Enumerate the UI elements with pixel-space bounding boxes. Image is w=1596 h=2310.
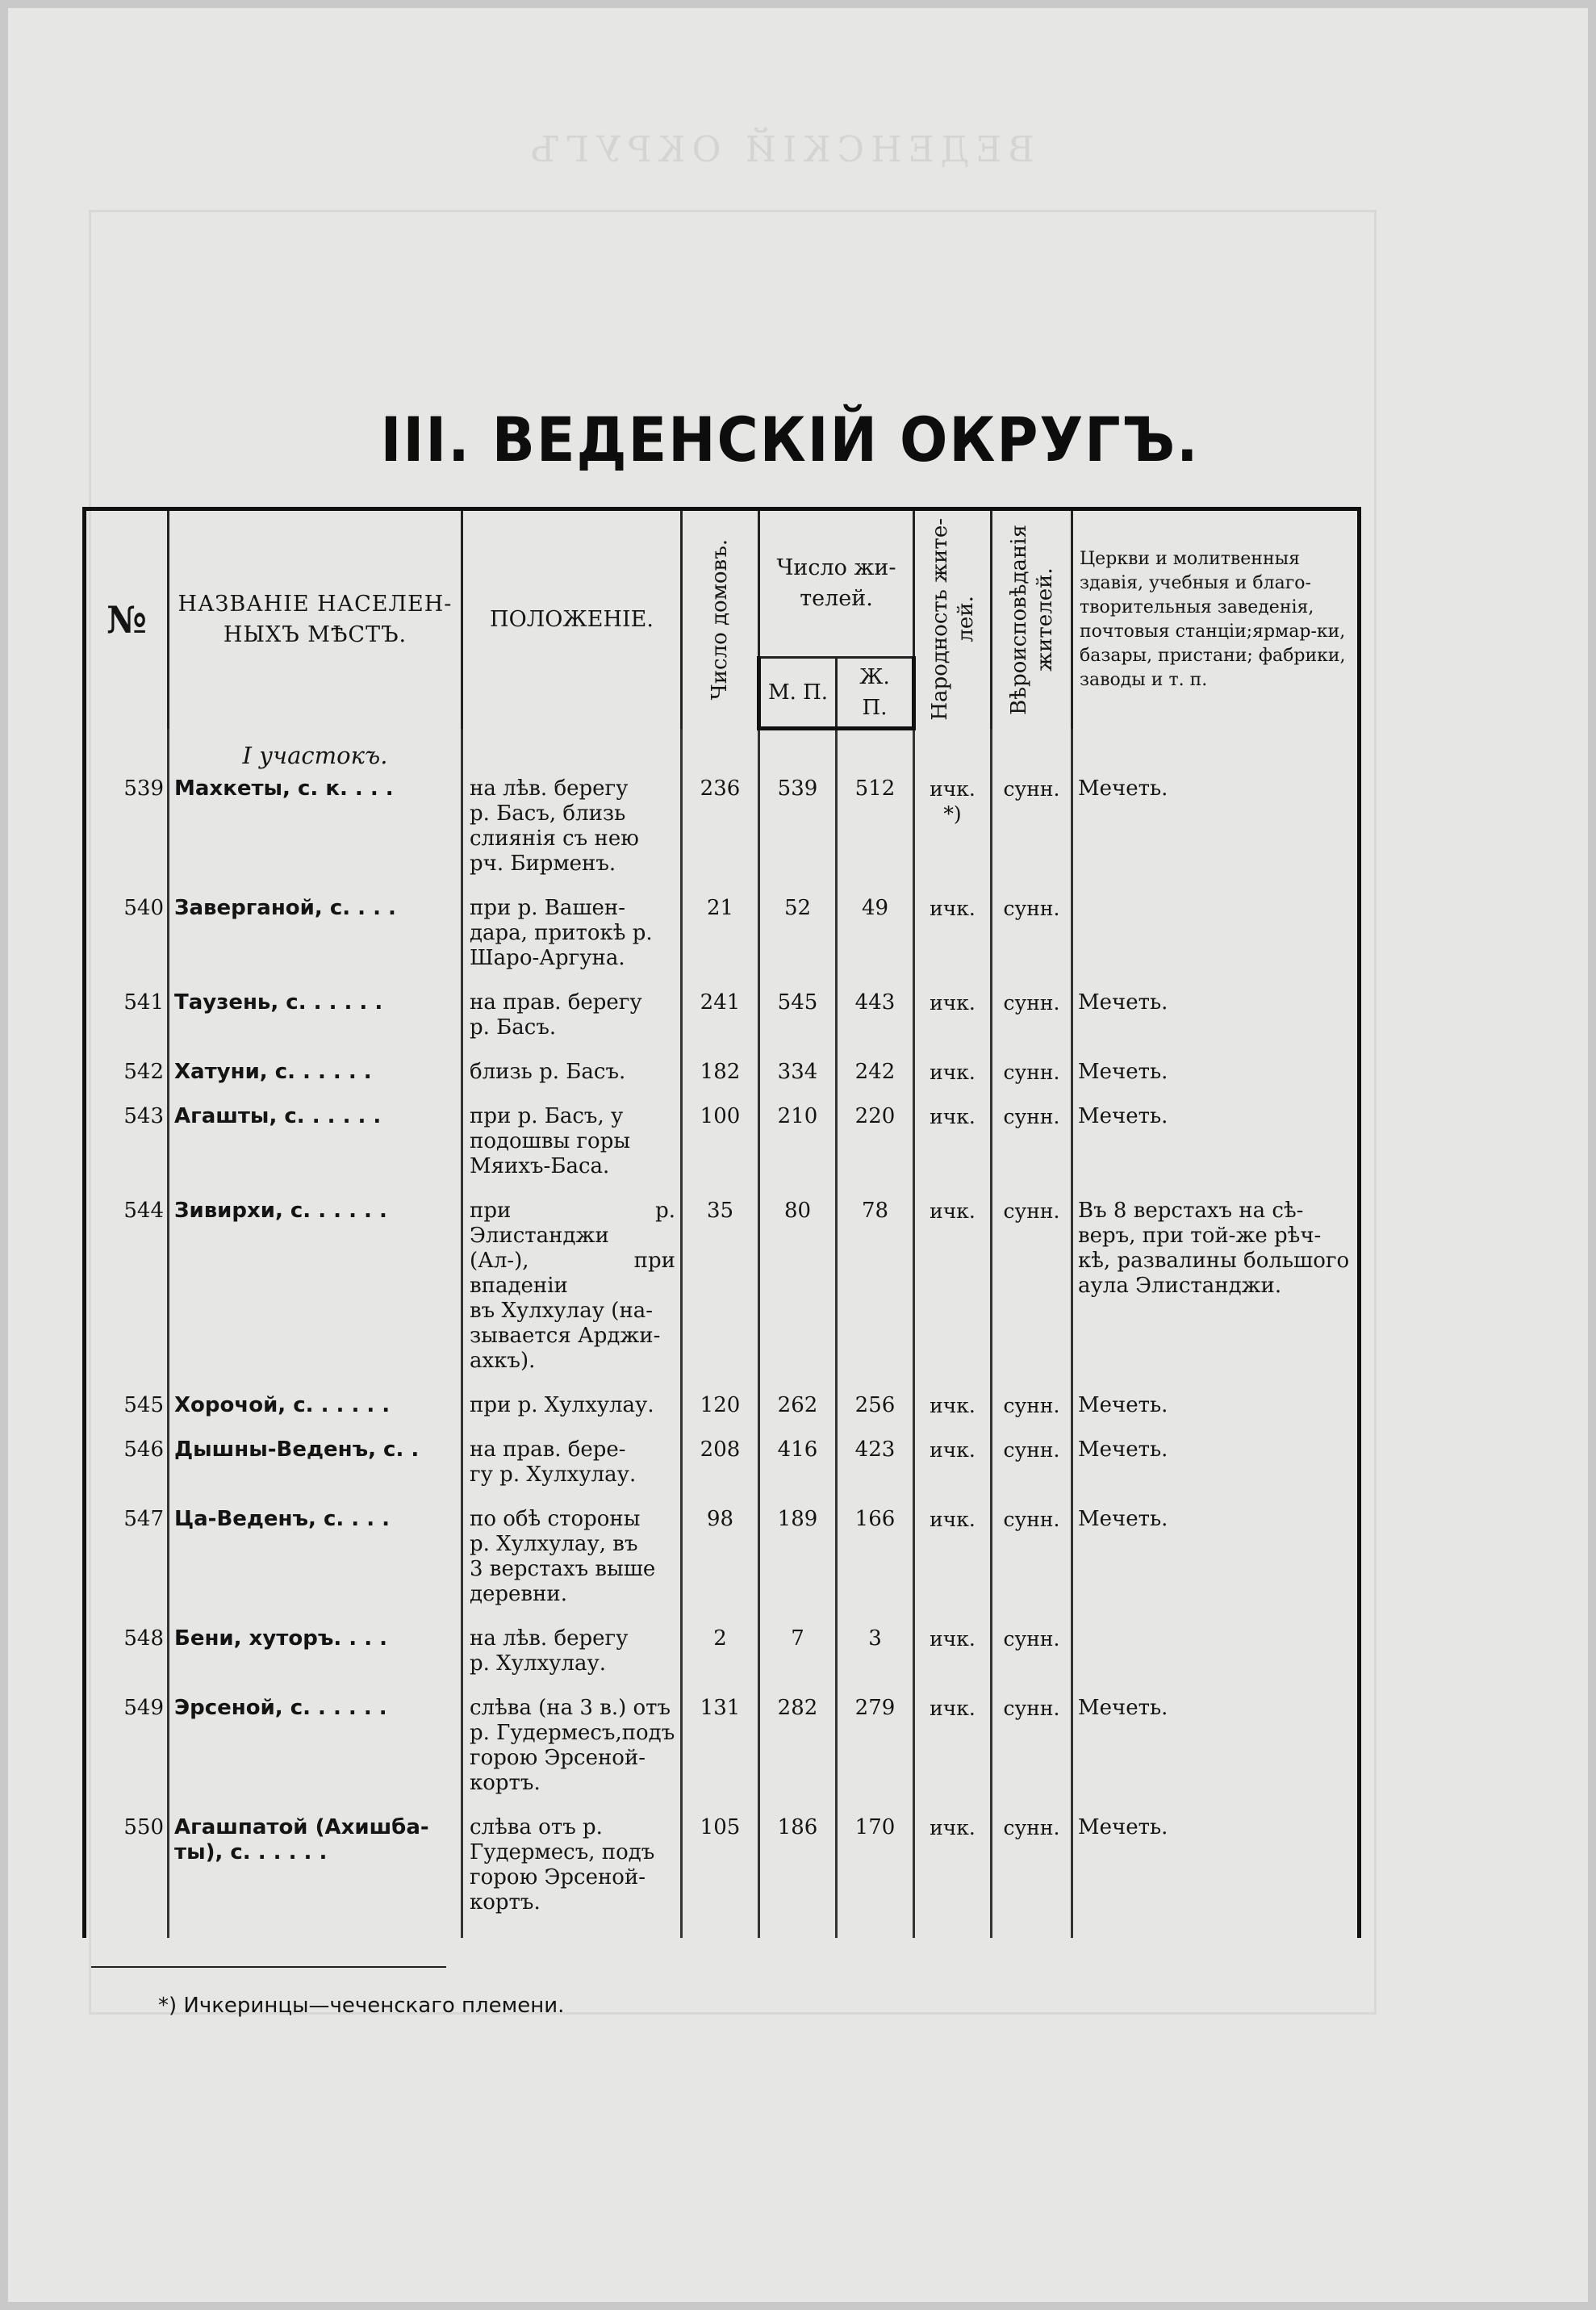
row-position: слѣва отъ р. Гудермесъ, подъ горою Эрсеной- кортъ. <box>462 1815 682 1938</box>
row-religion: сунн. <box>992 896 1072 990</box>
row-name: Агашты, с. . . . . . <box>169 1104 462 1199</box>
row-nationality: ичк. <box>914 1104 992 1199</box>
row-religion: сунн. <box>992 1104 1072 1199</box>
row-position: слѣва (на 3 в.) отъ р. Гудермесъ,подъ горою Эрсеной- кортъ. <box>462 1696 682 1815</box>
row-name: Эрсеной, с. . . . . . <box>169 1696 462 1815</box>
row-number: 550 <box>85 1815 169 1938</box>
row-male: 545 <box>759 990 837 1060</box>
row-number: 545 <box>85 1393 169 1437</box>
row-nationality: ичк. *) <box>914 776 992 896</box>
row-houses: 100 <box>682 1104 759 1199</box>
bleed-through-heading: ВЕДЕНСКІЙ ОКРУГЪ <box>524 129 1034 170</box>
row-position: на лѣв. берегу р. Хулхулау. <box>462 1626 682 1696</box>
row-institutions: Мечеть. <box>1072 1507 1360 1626</box>
row-institutions: Мечеть. <box>1072 1060 1360 1104</box>
row-position: на прав. бере- гу р. Хулхулау. <box>462 1437 682 1507</box>
header-male: М. П. <box>759 658 837 729</box>
row-name: Бени, хуторъ. . . . <box>169 1626 462 1696</box>
header-inhabitants: Число жи- телей. <box>759 509 914 658</box>
row-female: 423 <box>837 1437 914 1507</box>
row-religion: сунн. <box>992 1815 1072 1938</box>
row-female: 443 <box>837 990 914 1060</box>
table-row <box>85 1507 1360 1626</box>
row-female: 78 <box>837 1199 914 1393</box>
row-number: 549 <box>85 1696 169 1815</box>
row-number: 548 <box>85 1626 169 1696</box>
header-religion <box>992 509 1072 729</box>
row-houses: 105 <box>682 1815 759 1938</box>
row-name: Таузень, с. . . . . . <box>169 990 462 1060</box>
header-houses-label: Число домовъ. <box>708 539 732 701</box>
header-institutions: Церкви и молитвенныя здавія, учебныя и благо-творительныя заведенія, почтовыя станціи;ярмар-ки, базары, пристани; фабрики, заводы и т. п. <box>1072 509 1360 729</box>
row-position: при р. Элистанджи (Ал-), при впаденіи въ Хулхулау (на- зывается Арджи- ахкъ). <box>462 1199 682 1393</box>
row-number: 543 <box>85 1104 169 1199</box>
row-institutions <box>1072 896 1360 990</box>
row-houses: 131 <box>682 1696 759 1815</box>
table-row <box>85 776 1360 896</box>
row-position: при р. Вашен- дара, притокѣ р. Шаро-Аргуна. <box>462 896 682 990</box>
row-nationality: ичк. <box>914 1199 992 1393</box>
row-name: Заверганой, с. . . . <box>169 896 462 990</box>
footnote-rule <box>91 1966 446 1968</box>
row-religion: сунн. <box>992 1626 1072 1696</box>
table-row <box>85 1696 1360 1815</box>
row-nationality: ичк. <box>914 1626 992 1696</box>
row-nationality: ичк. <box>914 1060 992 1104</box>
row-female: 166 <box>837 1507 914 1626</box>
row-position: при р. Хулхулау. <box>462 1393 682 1437</box>
row-position: близь р. Басъ. <box>462 1060 682 1104</box>
row-religion: сунн. <box>992 1199 1072 1393</box>
row-houses: 241 <box>682 990 759 1060</box>
row-institutions: Мечеть. <box>1072 1815 1360 1938</box>
section-row <box>85 729 1360 776</box>
row-institutions: Мечеть. <box>1072 1393 1360 1437</box>
row-position: на лѣв. берегу р. Басъ, близь слиянія съ нею рч. Бирменъ. <box>462 776 682 896</box>
table-row <box>85 1626 1360 1696</box>
table-row <box>85 1199 1360 1393</box>
section-cell <box>914 729 992 776</box>
table-row <box>85 1815 1360 1938</box>
table-row <box>85 1104 1360 1199</box>
row-position: при р. Басъ, у подошвы горы Мяихъ-Баса. <box>462 1104 682 1199</box>
row-institutions: Мечеть. <box>1072 1437 1360 1507</box>
row-male: 282 <box>759 1696 837 1815</box>
row-houses: 98 <box>682 1507 759 1626</box>
row-houses: 208 <box>682 1437 759 1507</box>
row-institutions: Мечеть. <box>1072 776 1360 896</box>
row-male: 210 <box>759 1104 837 1199</box>
row-male: 7 <box>759 1626 837 1696</box>
table-row <box>85 1393 1360 1437</box>
row-number: 541 <box>85 990 169 1060</box>
table-row <box>85 990 1360 1060</box>
row-name: Агашпатой (Ахишба- ты), с. . . . . . <box>169 1815 462 1938</box>
header-nationality-label: Народность жите- лей. <box>928 518 978 722</box>
row-number: 544 <box>85 1199 169 1393</box>
section-label: I участокъ. <box>169 729 462 776</box>
row-nationality: ичк. <box>914 990 992 1060</box>
row-position: на прав. берегу р. Басъ. <box>462 990 682 1060</box>
row-name: Хорочой, с. . . . . . <box>169 1393 462 1437</box>
settlements-table <box>82 507 1361 1938</box>
header-number: № <box>85 509 169 729</box>
row-institutions: Мечеть. <box>1072 990 1360 1060</box>
table-row <box>85 1437 1360 1507</box>
footnote: *) Ичкеринцы—чеченскаго племени. <box>158 1994 565 2018</box>
row-number: 540 <box>85 896 169 990</box>
table-row <box>85 1060 1360 1104</box>
row-male: 52 <box>759 896 837 990</box>
row-female: 170 <box>837 1815 914 1938</box>
section-cell <box>682 729 759 776</box>
row-male: 80 <box>759 1199 837 1393</box>
row-female: 220 <box>837 1104 914 1199</box>
row-name: Хатуни, с. . . . . . <box>169 1060 462 1104</box>
header-position: ПОЛОЖЕНІЕ. <box>462 509 682 729</box>
header-religion-label: Вѣроисповѣданія жителей. <box>1006 524 1057 715</box>
row-nationality: ичк. <box>914 1507 992 1626</box>
header-name: НАЗВАНІЕ НАСЕЛЕН- НЫХЪ МѢСТЪ. <box>169 509 462 729</box>
row-houses: 35 <box>682 1199 759 1393</box>
row-nationality: ичк. <box>914 1393 992 1437</box>
row-religion: сунн. <box>992 990 1072 1060</box>
row-name: Дышны-Веденъ, с. . <box>169 1437 462 1507</box>
row-male: 334 <box>759 1060 837 1104</box>
row-male: 539 <box>759 776 837 896</box>
row-houses: 236 <box>682 776 759 896</box>
row-number: 547 <box>85 1507 169 1626</box>
row-male: 416 <box>759 1437 837 1507</box>
row-religion: сунн. <box>992 1060 1072 1104</box>
row-nationality: ичк. <box>914 1696 992 1815</box>
row-female: 512 <box>837 776 914 896</box>
row-position: по обѣ стороны р. Хулхулау, въ 3 верстахъ выше деревни. <box>462 1507 682 1626</box>
row-male: 189 <box>759 1507 837 1626</box>
section-cell <box>1072 729 1360 776</box>
row-institutions: Въ 8 верстахъ на сѣ- веръ, при той-же рѣч- кѣ, развалины большого аула Элистанджи. <box>1072 1199 1360 1393</box>
row-houses: 21 <box>682 896 759 990</box>
row-nationality: ичк. <box>914 896 992 990</box>
row-institutions <box>1072 1626 1360 1696</box>
row-male: 186 <box>759 1815 837 1938</box>
section-cell <box>992 729 1072 776</box>
row-name: Ца-Веденъ, с. . . . <box>169 1507 462 1626</box>
row-religion: сунн. <box>992 1437 1072 1507</box>
row-houses: 120 <box>682 1393 759 1437</box>
row-religion: сунн. <box>992 1696 1072 1815</box>
header-houses <box>682 509 759 729</box>
section-cell <box>837 729 914 776</box>
section-cell-no <box>85 729 169 776</box>
row-number: 539 <box>85 776 169 896</box>
page-title: III. ВЕДЕНСКІЙ ОКРУГЪ. <box>380 404 1200 475</box>
row-number: 542 <box>85 1060 169 1104</box>
row-religion: сунн. <box>992 776 1072 896</box>
row-religion: сунн. <box>992 1507 1072 1626</box>
section-cell <box>759 729 837 776</box>
section-cell <box>462 729 682 776</box>
row-female: 256 <box>837 1393 914 1437</box>
header-nationality <box>914 509 992 729</box>
row-nationality: ичк. <box>914 1815 992 1938</box>
row-institutions: Мечеть. <box>1072 1696 1360 1815</box>
row-female: 49 <box>837 896 914 990</box>
row-religion: сунн. <box>992 1393 1072 1437</box>
row-houses: 182 <box>682 1060 759 1104</box>
row-institutions: Мечеть. <box>1072 1104 1360 1199</box>
row-houses: 2 <box>682 1626 759 1696</box>
header-female: Ж. П. <box>837 658 914 729</box>
row-female: 242 <box>837 1060 914 1104</box>
row-number: 546 <box>85 1437 169 1507</box>
row-name: Зивирхи, с. . . . . . <box>169 1199 462 1393</box>
table-row <box>85 896 1360 990</box>
row-male: 262 <box>759 1393 837 1437</box>
row-nationality: ичк. <box>914 1437 992 1507</box>
row-female: 279 <box>837 1696 914 1815</box>
row-name: Махкеты, с. к. . . . <box>169 776 462 896</box>
row-female: 3 <box>837 1626 914 1696</box>
